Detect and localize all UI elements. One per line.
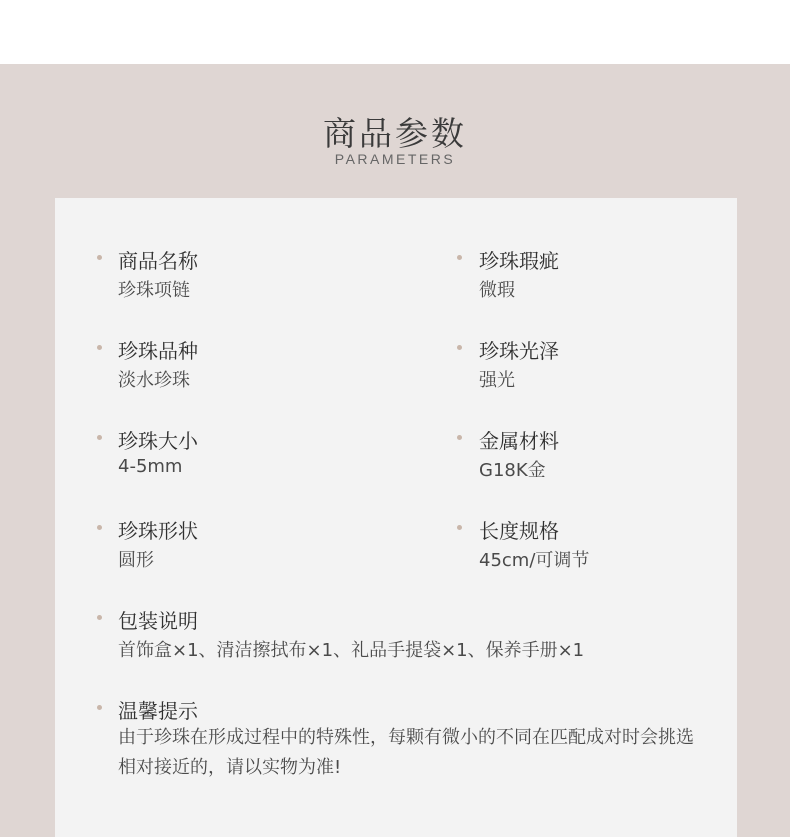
bullet-dot [97,615,102,620]
param-label-packaging: 包装说明 [118,609,198,633]
parameters-card [55,198,737,837]
param-value-notice: 由于珍珠在形成过程中的特殊性，每颗有微小的不同在匹配成对时会挑选相对接近的，请以实物为准! [118,727,694,778]
param-label-variety: 珍珠品种 [118,339,198,363]
bullet-dot [457,435,462,440]
param-value-size: 4-5mm [118,456,183,477]
param-value-name: 珍珠项链 [118,280,190,301]
param-label-flaw: 珍珠瑕疵 [479,249,559,273]
param-value-packaging: 首饰盒×1、清洁擦拭布×1、礼品手提袋×1、保养手册×1 [118,640,585,661]
bullet-dot [97,525,102,530]
top-white-area [0,0,790,64]
param-value-metal: G18K金 [479,460,546,481]
param-label-length: 长度规格 [479,519,559,543]
bullet-dot [457,345,462,350]
bullet-dot [97,435,102,440]
section-subtitle: PARAMETERS [334,151,456,167]
param-label-metal: 金属材料 [479,429,559,453]
param-value-length: 45cm/可调节 [479,550,590,571]
param-value-variety: 淡水珍珠 [118,370,190,391]
bullet-dot [457,525,462,530]
section-title: 商品参数 [323,114,467,153]
param-value-shape: 圆形 [118,550,154,571]
bullet-dot [97,255,102,260]
param-value-flaw: 微瑕 [479,280,515,301]
param-label-shape: 珍珠形状 [118,519,198,543]
bullet-dot [97,345,102,350]
param-value-luster: 强光 [479,370,515,391]
param-label-luster: 珍珠光泽 [479,339,559,363]
bullet-dot [457,255,462,260]
param-label-name: 商品名称 [118,249,198,273]
bullet-dot [97,705,102,710]
param-label-size: 珍珠大小 [118,429,198,453]
param-label-notice: 温馨提示 [118,699,198,723]
